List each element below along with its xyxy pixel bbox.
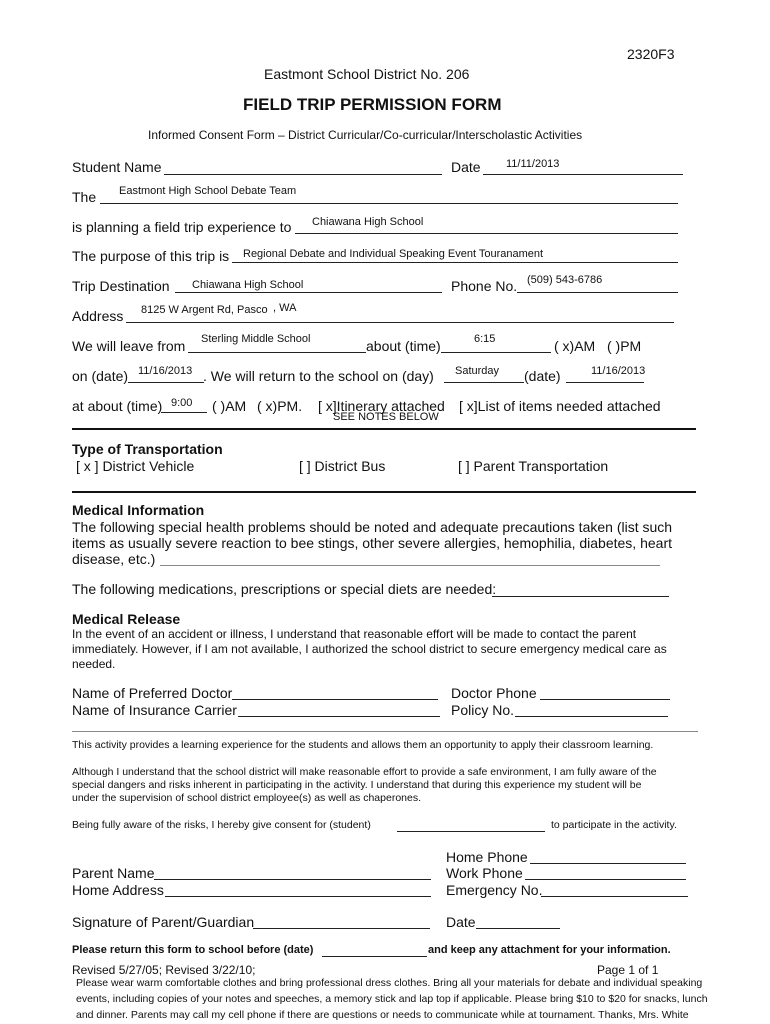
- leave-from-label: We will leave from: [72, 338, 186, 354]
- leave-date-field[interactable]: [128, 382, 204, 383]
- consent-student-field[interactable]: [397, 831, 545, 832]
- doctor-phone-field[interactable]: [540, 699, 670, 700]
- group-field[interactable]: [100, 203, 678, 204]
- return-date-field[interactable]: [566, 382, 644, 383]
- address-label: Address: [72, 308, 124, 324]
- medical-release-heading: Medical Release: [72, 611, 181, 627]
- home-address-field[interactable]: [165, 896, 431, 897]
- page-number: Page 1 of 1: [597, 963, 659, 977]
- phone-label: Phone No.: [451, 278, 518, 294]
- student-name-field[interactable]: [164, 174, 442, 175]
- doctor-field[interactable]: [232, 699, 438, 700]
- return-day-value: Saturday: [455, 365, 500, 377]
- home-phone-label: Home Phone: [446, 849, 528, 865]
- return-note-suffix: and keep any attachment for your information.: [428, 944, 671, 956]
- list-items-checkbox[interactable]: [ x]List of items needed attached: [459, 398, 661, 414]
- signature-date-field[interactable]: [476, 928, 560, 929]
- consent-paragraph: under the supervision of school district employee(s) as well as chaperones.: [72, 792, 422, 804]
- home-address-label: Home Address: [72, 882, 164, 898]
- return-time-value: 9:00: [171, 397, 193, 409]
- policy-field[interactable]: [515, 716, 668, 717]
- return-time-field[interactable]: [161, 412, 207, 413]
- insurance-field[interactable]: [238, 716, 440, 717]
- leave-time-value: 6:15: [474, 333, 496, 345]
- purpose-label: The purpose of this trip is: [72, 248, 230, 264]
- consent-student-label: Being fully aware of the risks, I hereby give consent for (student): [72, 819, 371, 831]
- health-problems-field[interactable]: [160, 565, 660, 566]
- address-state-value: , WA: [273, 302, 297, 314]
- student-name-label: Student Name: [72, 159, 162, 175]
- doctor-label: Name of Preferred Doctor: [72, 685, 233, 701]
- medications-label: The following medications, prescriptions or special diets are needed:: [72, 581, 497, 597]
- signature-date-label: Date: [446, 914, 476, 930]
- leave-date-value: 11/16/2013: [138, 365, 193, 377]
- policy-label: Policy No.: [451, 702, 515, 718]
- the-label: The: [72, 189, 97, 205]
- consent-paragraph: This activity provides a learning experience for the students and allows them an opportunity to apply their classroom learning.: [72, 739, 654, 751]
- signature-label: Signature of Parent/Guardian: [72, 914, 255, 930]
- transportation-heading: Type of Transportation: [72, 441, 223, 457]
- district-vehicle-checkbox[interactable]: [ x ] District Vehicle: [76, 458, 195, 474]
- leave-pm-checkbox[interactable]: ( )PM: [607, 338, 642, 354]
- revision-text: Revised 5/27/05; Revised 3/22/10;: [72, 963, 256, 977]
- emergency-label: Emergency No.: [446, 882, 543, 898]
- work-phone-field[interactable]: [525, 879, 686, 880]
- section-divider: [72, 491, 696, 493]
- about-time-label: about (time): [366, 338, 441, 354]
- district-name: Eastmont School District No. 206: [264, 66, 470, 82]
- return-day-field[interactable]: [444, 382, 524, 383]
- destination-school-value: Chiawana High School: [312, 216, 424, 228]
- address-field[interactable]: [126, 322, 674, 323]
- date-field[interactable]: [483, 174, 683, 175]
- medical-text-line: The following special health problems should be noted and adequate precautions taken (list such: [72, 519, 673, 535]
- leave-am-checkbox[interactable]: ( x)AM: [554, 338, 596, 354]
- parent-name-label: Parent Name: [72, 865, 155, 881]
- consent-paragraph: Although I understand that the school district will make reasonable effort to provide a safe environment, I am fully aware of the: [72, 766, 657, 778]
- insurance-label: Name of Insurance Carrier: [72, 702, 237, 718]
- home-phone-field[interactable]: [530, 863, 686, 864]
- release-text-line: In the event of an accident or illness, I understand that reasonable effort will be made to contact the parent: [72, 627, 637, 641]
- destination-school-field[interactable]: [295, 233, 678, 234]
- phone-field[interactable]: [517, 292, 678, 293]
- return-pm-checkbox[interactable]: ( x)PM.: [257, 398, 303, 414]
- trip-destination-value: Chiawana High School: [192, 279, 304, 291]
- return-date-value: 11/16/2013: [591, 365, 646, 377]
- group-value: Eastmont High School Debate Team: [119, 185, 297, 197]
- trip-note-line: events, including copies of your notes and speeches, a memory stick and lap top if applicable. Please bring $10 to $20 for snacks, lunch: [76, 993, 708, 1005]
- purpose-field[interactable]: [232, 262, 678, 263]
- work-phone-label: Work Phone: [446, 865, 523, 881]
- address-value: 8125 W Argent Rd, Pasco: [141, 304, 268, 316]
- leave-from-field[interactable]: [188, 352, 366, 353]
- form-subtitle: Informed Consent Form – District Curricular/Co-curricular/Interscholastic Activities: [148, 128, 583, 142]
- purpose-value: Regional Debate and Individual Speaking Event Touranament: [243, 248, 544, 260]
- parent-transportation-checkbox[interactable]: [ ] Parent Transportation: [458, 458, 609, 474]
- consent-student-suffix: to participate in the activity.: [551, 819, 677, 831]
- medications-field[interactable]: [492, 596, 669, 597]
- trip-note-line: and dinner. Parents may call my cell phone if there are questions or needs to communicate while at tournament. Thanks, Mrs. White: [76, 1009, 689, 1021]
- return-day-label: . We will return to the school on (day): [203, 368, 434, 384]
- return-note-label: Please return this form to school before (date): [72, 944, 314, 956]
- see-notes-text: SEE NOTES BELOW: [333, 411, 439, 423]
- release-text-line: needed.: [72, 657, 116, 671]
- trip-destination-label: Trip Destination: [72, 278, 170, 294]
- leave-time-field[interactable]: [441, 352, 551, 353]
- date-label: Date: [451, 159, 481, 175]
- medical-text-line: items as usually severe reaction to bee stings, other severe allergies, hemophilia, diabetes, heart: [72, 535, 672, 551]
- medical-heading: Medical Information: [72, 502, 205, 518]
- parent-name-field[interactable]: [154, 879, 431, 880]
- form-title: FIELD TRIP PERMISSION FORM: [243, 95, 502, 114]
- signature-field[interactable]: [253, 928, 430, 929]
- consent-paragraph: special dangers and risks inherent in participating in the activity. I understand that during this experience my student will be: [72, 779, 642, 791]
- form-number: 2320F3: [627, 46, 675, 62]
- doctor-phone-label: Doctor Phone: [451, 685, 537, 701]
- itinerary-checkbox[interactable]: [ x]Itinerary attached: [318, 398, 445, 414]
- leave-from-value: Sterling Middle School: [201, 333, 311, 345]
- trip-note-line: Please wear warm comfortable clothes and bring professional dress clothes. Bring all your materials for debate and individual speaking: [76, 977, 703, 989]
- at-about-label: at about (time): [72, 398, 163, 414]
- return-by-date-field[interactable]: [322, 956, 427, 957]
- emergency-field[interactable]: [541, 896, 688, 897]
- section-divider: [72, 428, 696, 430]
- date-value: 11/11/2013: [506, 158, 560, 170]
- planning-label: is planning a field trip experience to: [72, 219, 292, 235]
- medical-text-line: disease, etc.): [72, 551, 156, 567]
- phone-value: (509) 543-6786: [527, 274, 603, 286]
- district-bus-checkbox[interactable]: [ ] District Bus: [299, 458, 386, 474]
- release-text-line: immediately. However, if I am not available, I authorized the school district to secure emergency medical care as: [72, 642, 667, 656]
- on-date-label: on (date): [72, 368, 129, 384]
- return-date-label: (date): [524, 368, 561, 384]
- section-divider: [72, 731, 698, 732]
- return-am-checkbox[interactable]: ( )AM: [212, 398, 247, 414]
- trip-destination-field[interactable]: [175, 292, 442, 293]
